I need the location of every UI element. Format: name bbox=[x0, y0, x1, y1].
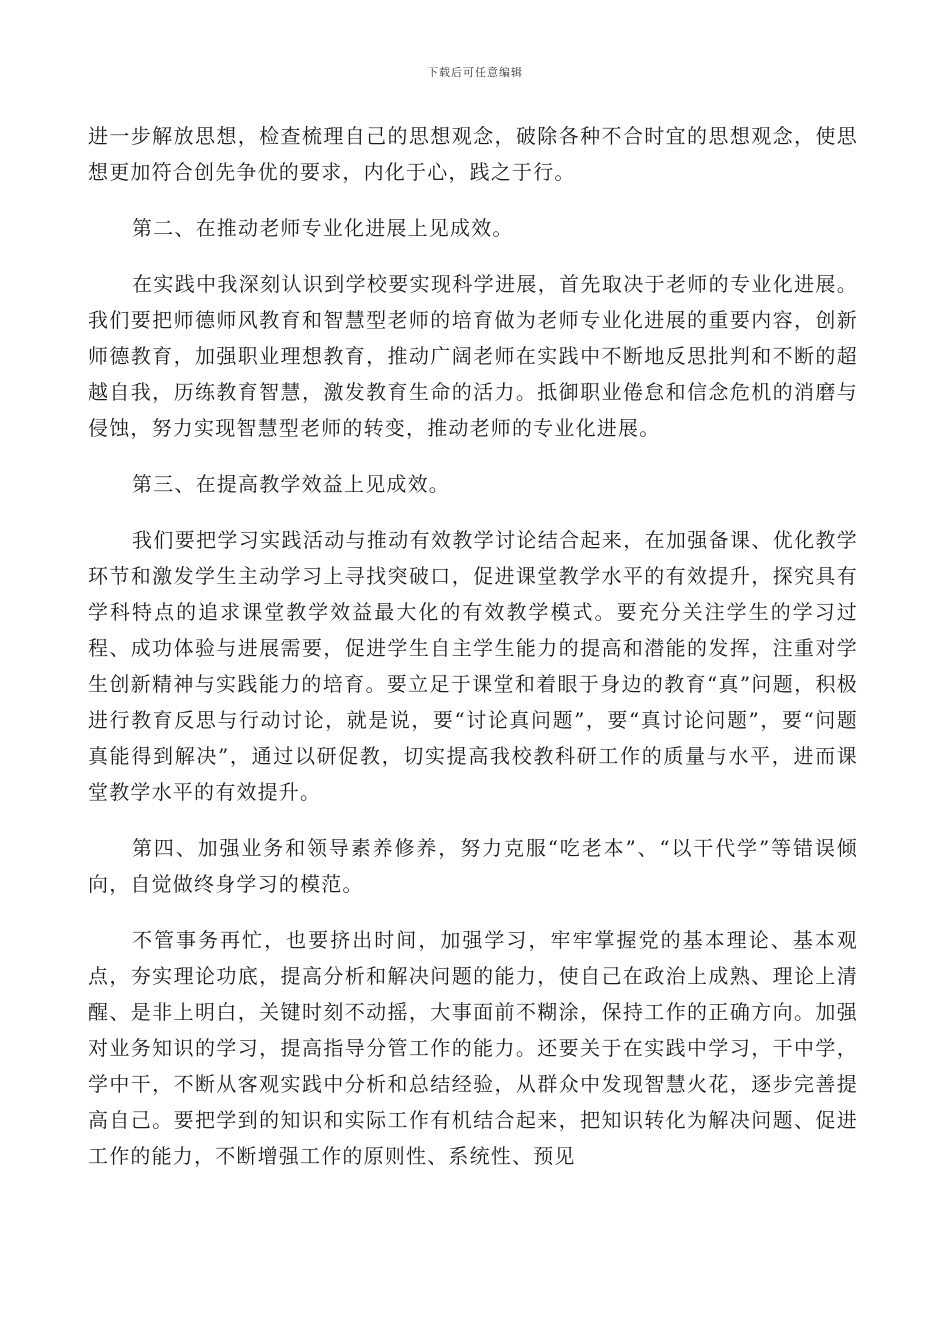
paragraph-teaching-efficiency: 我们要把学习实践活动与推动有效教学讨论结合起来，在加强备课、优化教学环节和激发学生主动学习上寻找突破口，促进课堂教学水平的有效提升，探究具有学科特点的追求课堂教学效益最大化的有效教学模式。要充分关注学生的学习过程、成功体验与进展需要，促进学生自主学生能力的提高和潜能的发挥，注重对学生创新精神与实践能力的培育。要立足于课堂和着眼于身边的教育“真”问题，积极进行教育反思与行动讨论，就是说，要“讨论真问题”，要“真讨论问题”，要“问题真能得到解决”，通过以研促教，切实提高我校教科研工作的质量与水平，进而课堂教学水平的有效提升。 bbox=[88, 528, 858, 804]
document-body bbox=[88, 118, 858, 1194]
paragraph-teacher-development: 在实践中我深刻认识到学校要实现科学进展，首先取决于老师的专业化进展。我们要把师德师风教育和智慧型老师的培育做为老师专业化进展的重要内容，创新师德教育，加强职业理想教育，推动广阔老师在实践中不断地反思批判和不断的超越自我，历练教育智慧，激发教育生命的活力。抵御职业倦怠和信念危机的消磨与侵蚀，努力实现智慧型老师的转变，推动老师的专业化进展。 bbox=[88, 272, 858, 440]
heading-third-point: 第三、在提高教学效益上见成效。 bbox=[132, 472, 450, 496]
paragraph-learning: 不管事务再忙，也要挤出时间，加强学习，牢牢掌握党的基本理论、基本观点，夯实理论功底，提高分析和解决问题的能力，使自己在政治上成熟、理论上清醒、是非上明白，关键时刻不动摇，大事面前不糊涂，保持工作的正确方向。加强对业务知识的学习，提高指导分管工作的能力。还要关于在实践中学习，干中学，学中干，不断从客观实践中分析和总结经验，从群众中发现智慧火花，逐步完善提高自己。要把学到的知识和实际工作有机结合起来，把知识转化为解决问题、促进工作的能力，不断增强工作的原则性、系统性、预见 bbox=[88, 928, 858, 1168]
heading-fourth-point: 第四、加强业务和领导素养修养，努力克服“吃老本”、“以干代学”等错误倾向，自觉做终身学习的模范。 bbox=[88, 836, 858, 896]
page-header: 下载后可任意编辑 bbox=[427, 66, 523, 79]
heading-second-point: 第二、在推动老师专业化进展上见成效。 bbox=[132, 216, 514, 240]
paragraph-continuation: 进一步解放思想，检查梳理自己的思想观念，破除各种不合时宜的思想观念，使思想更加符合创先争优的要求，内化于心，践之于行。 bbox=[88, 124, 858, 184]
